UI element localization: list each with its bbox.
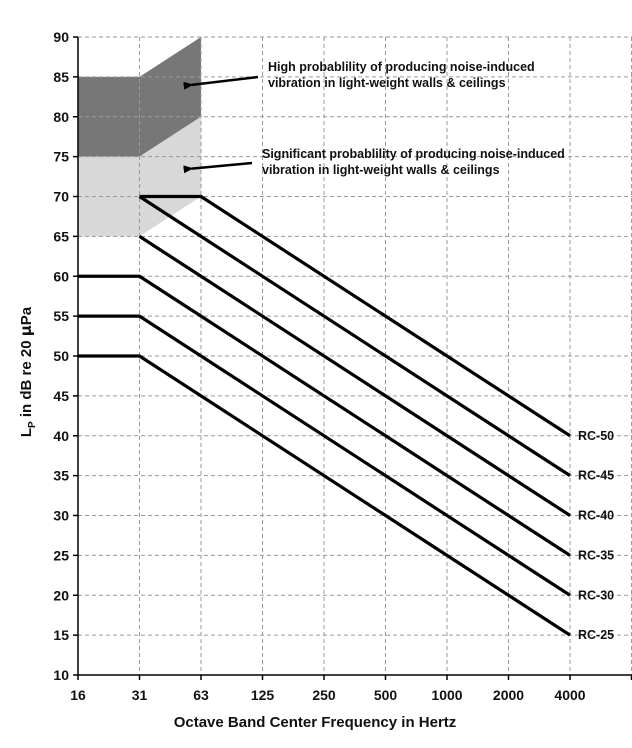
x-tick-label: 1000	[431, 687, 463, 703]
series-label-rc-45: RC-45	[578, 468, 615, 483]
y-tick-label: 90	[53, 29, 69, 45]
y-tick-label: 45	[53, 387, 69, 404]
y-tick-label: 85	[53, 68, 69, 85]
y-axis-title	[17, 306, 38, 437]
x-tick-label: 2000	[492, 687, 525, 703]
x-tick-label: 63	[193, 687, 209, 703]
series-line-rc-40	[140, 236, 571, 515]
x-tick-label: 4000	[554, 687, 586, 703]
x-axis-title: Octave Band Center Frequency in Hertz	[173, 714, 457, 731]
y-tick-label: 75	[53, 148, 69, 165]
y-tick-label: 60	[53, 268, 69, 285]
y-tick-label: 40	[53, 427, 69, 444]
x-tick-label: 250	[312, 687, 336, 703]
annotation-1-arrow	[192, 77, 258, 85]
x-tick-label: 16	[70, 687, 86, 703]
annotation-2-line2: vibration in light-weight walls & ceilings	[262, 163, 500, 177]
y-tick-label: 25	[53, 547, 69, 564]
series-label-rc-50: RC-50	[578, 428, 615, 443]
y-tick-label: 30	[53, 507, 69, 524]
y-tick-label: 20	[53, 587, 69, 604]
x-tick-label: 31	[131, 687, 148, 703]
series-line-rc-30	[78, 316, 570, 595]
y-tick-label: 70	[53, 188, 69, 205]
series-label-rc-30: RC-30	[578, 588, 615, 603]
y-axis-title-rest: in dB re 20	[18, 336, 35, 422]
annotation-1-line1: High probablility of producing noise-induced	[268, 60, 535, 74]
x-tick-label: 500	[373, 687, 398, 703]
y-axis-title-main: L	[18, 427, 35, 438]
x-tick-labels	[70, 687, 586, 703]
series-label-rc-25: RC-25	[578, 628, 615, 643]
y-tick-label: 55	[53, 308, 69, 325]
annotation-1-line2: vibration in light-weight walls & ceilings	[268, 76, 506, 90]
series-line-rc-45	[140, 197, 571, 476]
y-tick-label: 80	[53, 108, 69, 125]
y-axis-title-mu: μ	[17, 325, 35, 337]
y-tick-label: 15	[53, 627, 69, 644]
y-tick-label: 10	[53, 667, 69, 683]
y-tick-label: 35	[53, 467, 69, 484]
series-label-rc-40: RC-40	[578, 508, 615, 523]
x-tick-label: 125	[250, 687, 275, 703]
y-tick-label: 50	[53, 348, 69, 364]
series-labels	[578, 429, 614, 642]
annotation-2-line1: Significant probablility of producing noise-induced	[262, 147, 565, 161]
y-axis-title-unit: Pa	[18, 306, 35, 326]
y-tick-label: 65	[53, 228, 69, 245]
annotations	[192, 60, 565, 177]
series-label-rc-35: RC-35	[578, 548, 615, 563]
y-axis-title-sub: P	[27, 421, 38, 428]
y-tick-labels	[53, 29, 69, 683]
